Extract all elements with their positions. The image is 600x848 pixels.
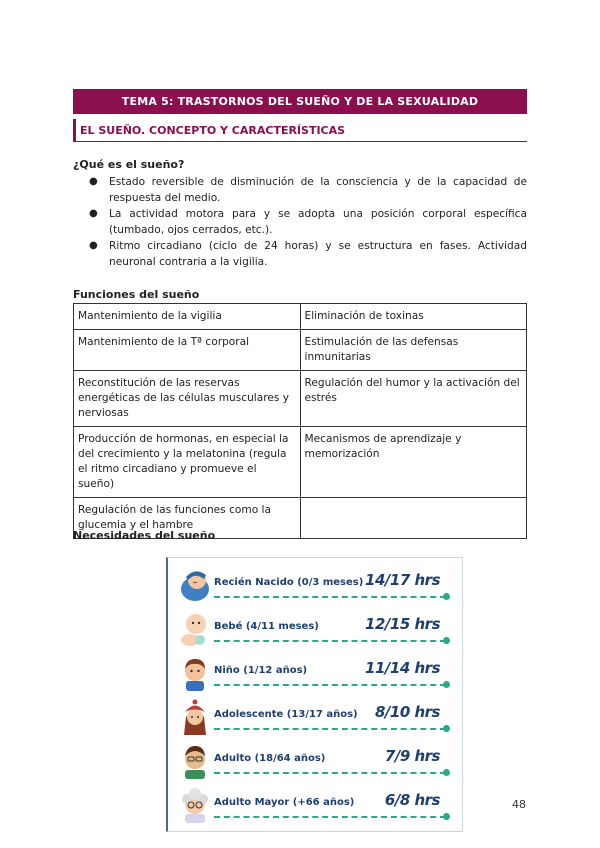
list-item: ● La actividad motora para y se adopta una posición corporal específica (tumbado, ojos cerrados, etc.). <box>89 208 527 236</box>
divider <box>214 596 446 598</box>
adult-icon <box>178 743 212 779</box>
table-row <box>74 304 527 330</box>
list-item <box>168 783 462 827</box>
section-heading: EL SUEÑO. CONCEPTO Y CARACTERÍSTICAS <box>73 119 527 142</box>
age-group-label: Adulto (18/64 años) <box>214 753 326 764</box>
dot-icon <box>443 681 450 688</box>
age-group-label: Niño (1/12 años) <box>214 665 308 676</box>
hours-value: 7/9 hrs <box>384 747 440 765</box>
table-cell: Mantenimiento de la vigilia <box>74 304 301 330</box>
table-cell: Mantenimiento de la Tª corporal <box>74 330 301 371</box>
table-cell: Mecanismos de aprendizaje y memorización <box>300 427 527 498</box>
table-cell: Estimulación de las defensas inmunitarias <box>300 330 527 371</box>
divider <box>214 816 446 818</box>
page-number: 48 <box>512 798 526 811</box>
table-cell: Eliminación de toxinas <box>300 304 527 330</box>
table-cell <box>300 498 527 539</box>
list-item <box>168 563 462 607</box>
list-item: ● Estado reversible de disminución de la consciencia y de la capacidad de respuesta del medio. <box>89 176 527 204</box>
hours-value: 11/14 hrs <box>365 659 440 677</box>
hours-value: 12/15 hrs <box>365 615 440 633</box>
dot-icon <box>443 769 450 776</box>
age-group-label: Recién Nacido (0/3 meses) <box>214 577 364 588</box>
dot-icon <box>443 725 450 732</box>
hours-value: 8/10 hrs <box>374 703 440 721</box>
baby-icon <box>178 611 212 647</box>
list-item <box>168 607 462 651</box>
list-item <box>168 695 462 739</box>
newborn-icon <box>178 567 212 603</box>
divider <box>214 728 446 730</box>
teen-icon <box>178 699 212 735</box>
divider <box>214 772 446 774</box>
list-item: ● Ritmo circadiano (ciclo de 24 horas) y se estructura en fases. Actividad neuronal contraria a la vigilia. <box>89 240 527 268</box>
question-heading: ¿Qué es el sueño? <box>73 158 185 171</box>
table-row <box>74 371 527 427</box>
topic-banner: TEMA 5: TRASTORNOS DEL SUEÑO Y DE LA SEXUALIDAD <box>73 89 527 114</box>
age-group-label: Adolescente (13/17 años) <box>214 709 358 720</box>
child-icon <box>178 655 212 691</box>
bullet-icon: ● <box>89 176 98 187</box>
functions-table <box>73 303 527 539</box>
table-cell: Regulación de las funciones como la glucemia y el hambre <box>74 498 301 539</box>
divider <box>214 640 446 642</box>
table-row <box>74 330 527 371</box>
table-cell: Reconstitución de las reservas energéticas de las células musculares y nerviosas <box>74 371 301 427</box>
hours-value: 14/17 hrs <box>365 571 440 589</box>
needs-heading: Necesidades del sueño <box>73 529 216 542</box>
elderly-icon <box>178 787 212 823</box>
table-cell: Regulación del humor y la activación del estrés <box>300 371 527 427</box>
table-cell: Producción de hormonas, en especial la del crecimiento y la melatonina (regula el ritmo circadiano y promueve el sueño) <box>74 427 301 498</box>
list-item <box>168 651 462 695</box>
list-item <box>168 739 462 783</box>
table-row <box>74 427 527 498</box>
age-group-label: Bebé (4/11 meses) <box>214 621 319 632</box>
hours-value: 6/8 hrs <box>384 791 440 809</box>
dot-icon <box>443 637 450 644</box>
age-group-label: Adulto Mayor (+66 años) <box>214 797 355 808</box>
dot-icon <box>443 813 450 820</box>
bullet-icon: ● <box>89 240 98 251</box>
definition-list <box>73 174 527 270</box>
divider <box>214 684 446 686</box>
bullet-icon: ● <box>89 208 98 219</box>
sleep-needs-infographic <box>166 557 463 832</box>
dot-icon <box>443 593 450 600</box>
functions-heading: Funciones del sueño <box>73 288 200 301</box>
